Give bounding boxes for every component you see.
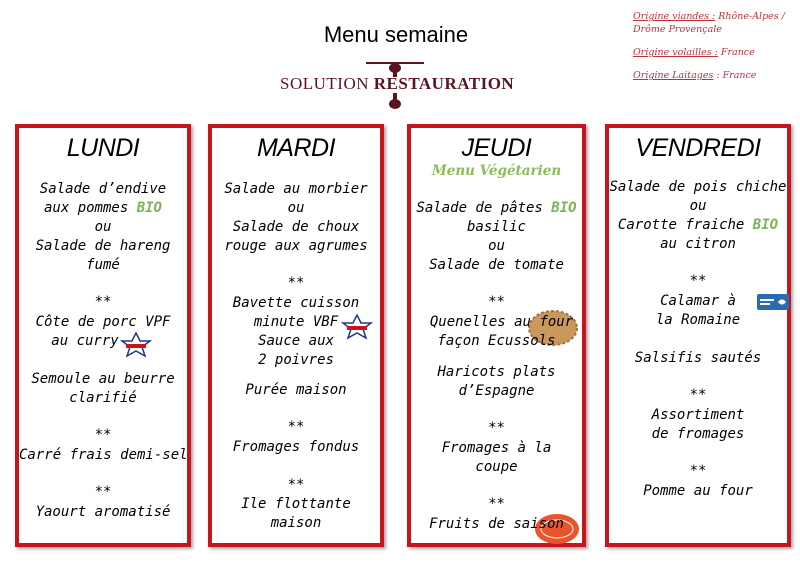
menu-item-text: aux pommes <box>43 200 137 216</box>
day-title: JEUDI <box>461 134 532 162</box>
bio-label: BIO <box>136 200 162 216</box>
menu-item: Fromages à la <box>441 440 552 456</box>
origin-meat-label: Origine viandes : <box>633 11 716 22</box>
separator: ** <box>689 463 707 479</box>
logo <box>280 62 515 110</box>
msc-label-icon <box>757 294 789 310</box>
origin-dairy <box>633 69 795 82</box>
logo-text-part2: RESTAURATION <box>373 74 515 93</box>
menu-item: Assortiment <box>651 407 745 423</box>
menu-item: Carré frais demi-sel <box>19 447 188 463</box>
menu-item: maison <box>270 515 322 531</box>
menu-item: Salade de tomate <box>429 257 564 273</box>
day-card-mardi <box>208 124 384 547</box>
logo-text-part1: SOLUTION <box>280 74 374 93</box>
menu-item: de fromages <box>651 426 745 442</box>
day-card-vendredi <box>605 124 791 547</box>
menu-item <box>19 199 187 218</box>
day-title: VENDREDI <box>635 134 761 162</box>
menu-item: clarifié <box>69 390 137 406</box>
day-title: MARDI <box>256 134 336 162</box>
menu-item: 2 poivres <box>258 352 334 368</box>
menu-item: Haricots plats <box>437 364 556 380</box>
menu-item: Salade d’endive <box>39 181 167 197</box>
origin-dairy-label: Origine Laitages <box>633 70 714 81</box>
menu-item: Ile flottante <box>241 496 351 512</box>
vegetarian-subtitle: Menu Végétarien <box>431 163 562 179</box>
menu-item: au curry <box>51 333 119 349</box>
menu-item-text: Carotte fraiche <box>617 217 753 233</box>
menu-item: minute VBF <box>253 314 339 330</box>
origin-poultry <box>633 46 795 59</box>
menu-item: rouge aux agrumes <box>224 238 368 254</box>
separator: ** <box>287 477 305 493</box>
menu-item <box>609 216 787 235</box>
separator: ** <box>287 419 305 435</box>
logo-text <box>280 74 514 94</box>
menu-item: Pomme au four <box>643 483 753 499</box>
french-meat-label-icon <box>340 314 374 340</box>
separator: ** <box>94 294 112 310</box>
origin-dairy-value: : France <box>713 70 757 81</box>
menu-item: Salsifis sautés <box>634 350 762 366</box>
menu-item: au citron <box>660 236 736 252</box>
origin-meat-value: Rhône-Alpes / Drôme Provençale <box>633 11 785 35</box>
origin-poultry-value: France <box>717 47 755 58</box>
menu-item: ou <box>689 198 707 214</box>
menu-item: façon Ecussols <box>437 333 556 349</box>
menu-item <box>411 199 582 218</box>
page-title: Menu semaine <box>323 22 469 47</box>
origins-panel <box>633 10 795 92</box>
menu-item: Purée maison <box>245 382 347 398</box>
menu-item: ou <box>94 219 112 235</box>
menu-item: Bavette cuisson <box>232 295 360 311</box>
bio-label: BIO <box>752 217 779 233</box>
day-card-jeudi <box>407 124 586 547</box>
menu-item: Yaourt aromatisé <box>35 504 171 520</box>
menu-item: ou <box>287 200 305 216</box>
separator: ** <box>689 273 707 289</box>
origin-meat <box>633 10 795 36</box>
menu-item: Salade de choux <box>232 219 360 235</box>
separator: ** <box>287 275 305 291</box>
menu-item: ou <box>488 238 505 254</box>
menu-item: Sauce aux <box>258 333 334 349</box>
bio-label: BIO <box>551 200 577 216</box>
menu-item: coupe <box>475 459 518 475</box>
separator: ** <box>488 496 505 512</box>
day-card-lundi <box>15 124 191 547</box>
french-meat-label-icon <box>119 332 153 358</box>
separator: ** <box>488 294 505 310</box>
menu-item: la Romaine <box>655 312 741 328</box>
menu-item: Salade de pois chiche <box>609 179 787 195</box>
menu-item: Côte de porc VPF <box>35 314 171 330</box>
separator: ** <box>94 484 112 500</box>
menu-item: basilic <box>466 219 526 235</box>
separator: ** <box>689 387 707 403</box>
menu-item: Semoule au beurre <box>31 371 175 387</box>
menu-item: Salade de hareng <box>35 238 171 254</box>
origin-poultry-label: Origine volailles : <box>633 47 718 58</box>
menu-item: d’Espagne <box>458 383 535 399</box>
menu-item: Calamar à <box>660 293 736 309</box>
menu-item: fumé <box>86 257 120 273</box>
separator: ** <box>488 420 505 436</box>
menu-item: Fruits de saison <box>429 516 564 532</box>
menu-item: Quenelles au four <box>429 314 574 330</box>
menu-item: Salade au morbier <box>224 181 368 197</box>
separator: ** <box>94 427 112 443</box>
menu-item: Fromages fondus <box>232 439 360 455</box>
day-title: LUNDI <box>66 134 140 162</box>
menu-item-text: Salade de pâtes <box>416 200 552 216</box>
